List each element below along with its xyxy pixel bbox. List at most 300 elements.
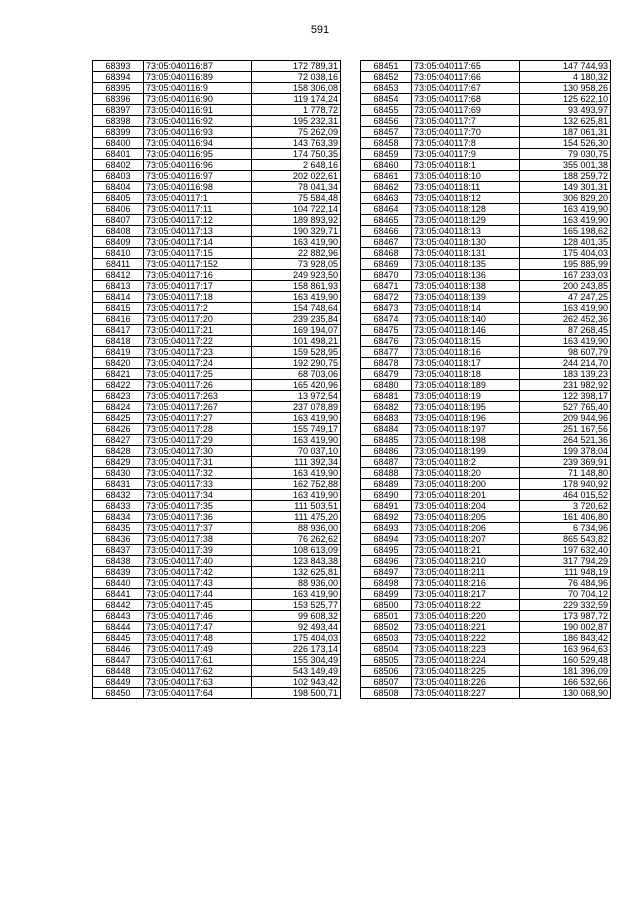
cadastral-value: 355 001,38: [520, 160, 611, 171]
row-number: 68397: [93, 105, 144, 116]
table-row: [361, 622, 611, 633]
cadastral-number: 73:05:040118:223: [412, 644, 520, 655]
row-number: 68479: [361, 369, 412, 380]
table-row: [361, 127, 611, 138]
row-number: 68456: [361, 116, 412, 127]
row-number: 68482: [361, 402, 412, 413]
cadastral-number: 73:05:040118:217: [412, 589, 520, 600]
cadastral-number: 73:05:040117:33: [144, 479, 252, 490]
table-row: [361, 270, 611, 281]
cadastral-number: 73:05:040118:200: [412, 479, 520, 490]
table-row: [93, 600, 341, 611]
cadastral-value: 163 419,90: [252, 237, 341, 248]
row-number: 68473: [361, 303, 412, 314]
row-number: 68474: [361, 314, 412, 325]
row-number: 68483: [361, 413, 412, 424]
row-number: 68476: [361, 336, 412, 347]
row-number: 68429: [93, 457, 144, 468]
cadastral-value: 108 613,09: [252, 545, 341, 556]
cadastral-number: 73:05:040117:66: [412, 72, 520, 83]
table-row: [93, 468, 341, 479]
table-row: [93, 523, 341, 534]
table-row: [93, 567, 341, 578]
cadastral-value: 239 369,91: [520, 457, 611, 468]
cadastral-number: 73:05:040117:27: [144, 413, 252, 424]
row-number: 68422: [93, 380, 144, 391]
table-row: [361, 193, 611, 204]
cadastral-number: 73:05:040117:38: [144, 534, 252, 545]
table-row: [93, 369, 341, 380]
cadastral-value: 93 493,97: [520, 105, 611, 116]
row-number: 68433: [93, 501, 144, 512]
cadastral-number: 73:05:040117:26: [144, 380, 252, 391]
cadastral-value: 101 498,21: [252, 336, 341, 347]
cadastral-value: 149 301,31: [520, 182, 611, 193]
row-number: 68451: [361, 61, 412, 72]
cadastral-number: 73:05:040118:199: [412, 446, 520, 457]
cadastral-value: 13 972,54: [252, 391, 341, 402]
row-number: 68487: [361, 457, 412, 468]
row-number: 68414: [93, 292, 144, 303]
table-row: [93, 424, 341, 435]
cadastral-value: 153 525,77: [252, 600, 341, 611]
row-number: 68495: [361, 545, 412, 556]
cadastral-value: 104 722,14: [252, 204, 341, 215]
cadastral-number: 73:05:040116:9: [144, 83, 252, 94]
row-number: 68452: [361, 72, 412, 83]
cadastral-value: 123 843,38: [252, 556, 341, 567]
cadastral-value: 92 493,44: [252, 622, 341, 633]
cadastral-number: 73:05:040118:17: [412, 358, 520, 369]
cadastral-number: 73:05:040118:146: [412, 325, 520, 336]
cadastral-number: 73:05:040117:31: [144, 457, 252, 468]
table-row: [361, 204, 611, 215]
cadastral-number: 73:05:040118:15: [412, 336, 520, 347]
cadastral-value: 132 625,81: [520, 116, 611, 127]
cadastral-value: 143 763,39: [252, 138, 341, 149]
row-number: 68454: [361, 94, 412, 105]
cadastral-number: 73:05:040118:131: [412, 248, 520, 259]
table-row: [361, 512, 611, 523]
cadastral-value: 22 882,96: [252, 248, 341, 259]
row-number: 68447: [93, 655, 144, 666]
row-number: 68468: [361, 248, 412, 259]
cadastral-number: 73:05:040118:20: [412, 468, 520, 479]
cadastral-value: 188 259,72: [520, 171, 611, 182]
cadastral-number: 73:05:040117:16: [144, 270, 252, 281]
cadastral-number: 73:05:040118:222: [412, 633, 520, 644]
cadastral-value: 75 584,48: [252, 193, 341, 204]
cadastral-number: 73:05:040117:40: [144, 556, 252, 567]
table-row: [361, 248, 611, 259]
cadastral-number: 73:05:040118:19: [412, 391, 520, 402]
row-number: 68438: [93, 556, 144, 567]
table-row: [361, 259, 611, 270]
row-number: 68444: [93, 622, 144, 633]
cadastral-number: 73:05:040117:32: [144, 468, 252, 479]
row-number: 68484: [361, 424, 412, 435]
row-number: 68404: [93, 182, 144, 193]
cadastral-value: 163 964,63: [520, 644, 611, 655]
cadastral-value: 181 396,09: [520, 666, 611, 677]
cadastral-value: 163 419,90: [520, 336, 611, 347]
table-row: [93, 149, 341, 160]
cadastral-value: 72 038,16: [252, 72, 341, 83]
table-row: [361, 644, 611, 655]
table-row: [361, 292, 611, 303]
row-number: 68478: [361, 358, 412, 369]
cadastral-value: 163 419,90: [252, 413, 341, 424]
cadastral-value: 76 262,62: [252, 534, 341, 545]
cadastral-number: 73:05:040117:14: [144, 237, 252, 248]
row-number: 68469: [361, 259, 412, 270]
row-number: 68442: [93, 600, 144, 611]
cadastral-value: 158 861,93: [252, 281, 341, 292]
table-row: [93, 72, 341, 83]
cadastral-value: 251 167,56: [520, 424, 611, 435]
row-number: 68455: [361, 105, 412, 116]
row-number: 68491: [361, 501, 412, 512]
table-row: [93, 127, 341, 138]
cadastral-value: 125 622,10: [520, 94, 611, 105]
table-row: [93, 413, 341, 424]
cadastral-value: 198 500,71: [252, 688, 341, 699]
row-number: 68409: [93, 237, 144, 248]
table-row: [93, 292, 341, 303]
row-number: 68446: [93, 644, 144, 655]
cadastral-number: 73:05:040118:196: [412, 413, 520, 424]
cadastral-number: 73:05:040118:14: [412, 303, 520, 314]
cadastral-number: 73:05:040117:2: [144, 303, 252, 314]
cadastral-value: 47 247,25: [520, 292, 611, 303]
cadastral-number: 73:05:040117:9: [412, 149, 520, 160]
cadastral-number: 73:05:040117:15: [144, 248, 252, 259]
row-number: 68472: [361, 292, 412, 303]
table-row: [361, 61, 611, 72]
table-row: [361, 600, 611, 611]
cadastral-number: 73:05:040117:29: [144, 435, 252, 446]
row-number: 68425: [93, 413, 144, 424]
cadastral-value: 231 982,92: [520, 380, 611, 391]
table-row: [361, 325, 611, 336]
table-row: [361, 545, 611, 556]
row-number: 68439: [93, 567, 144, 578]
table-row: [361, 116, 611, 127]
page-number: 591: [310, 24, 330, 36]
row-number: 68407: [93, 215, 144, 226]
cadastral-number: 73:05:040118:13: [412, 226, 520, 237]
row-number: 68499: [361, 589, 412, 600]
cadastral-value: 6 734,96: [520, 523, 611, 534]
cadastral-value: 111 392,34: [252, 457, 341, 468]
row-number: 68430: [93, 468, 144, 479]
table-row: [93, 556, 341, 567]
cadastral-value: 99 608,32: [252, 611, 341, 622]
cadastral-number: 73:05:040117:61: [144, 655, 252, 666]
row-number: 68471: [361, 281, 412, 292]
table-row: [361, 523, 611, 534]
table-row: [361, 435, 611, 446]
row-number: 68463: [361, 193, 412, 204]
table-row: [93, 677, 341, 688]
row-number: 68501: [361, 611, 412, 622]
cadastral-value: 163 419,90: [252, 292, 341, 303]
table-row: [361, 655, 611, 666]
row-number: 68507: [361, 677, 412, 688]
table-row: [361, 226, 611, 237]
table-row: [361, 479, 611, 490]
row-number: 68486: [361, 446, 412, 457]
row-number: 68396: [93, 94, 144, 105]
cadastral-value: 154 526,30: [520, 138, 611, 149]
cadastral-value: 159 528,95: [252, 347, 341, 358]
cadastral-value: 202 022,61: [252, 171, 341, 182]
cadastral-number: 73:05:040118:189: [412, 380, 520, 391]
cadastral-value: 130 958,26: [520, 83, 611, 94]
cadastral-value: 178 940,92: [520, 479, 611, 490]
cadastral-value: 88 936,00: [252, 523, 341, 534]
cadastral-number: 73:05:040117:63: [144, 677, 252, 688]
table-row: [361, 105, 611, 116]
cadastral-number: 73:05:040117:25: [144, 369, 252, 380]
table-row: [361, 160, 611, 171]
row-number: 68441: [93, 589, 144, 600]
table-row: [361, 567, 611, 578]
table-row: [361, 281, 611, 292]
cadastral-value: 162 752,88: [252, 479, 341, 490]
table-row: [93, 380, 341, 391]
table-row: [93, 303, 341, 314]
cadastral-value: 68 703,06: [252, 369, 341, 380]
cadastral-number: 73:05:040118:12: [412, 193, 520, 204]
cadastral-number: 73:05:040117:1: [144, 193, 252, 204]
row-number: 68398: [93, 116, 144, 127]
cadastral-number: 73:05:040117:20: [144, 314, 252, 325]
row-number: 68440: [93, 578, 144, 589]
row-number: 68399: [93, 127, 144, 138]
table-row: [93, 237, 341, 248]
table-row: [361, 182, 611, 193]
row-number: 68475: [361, 325, 412, 336]
table-row: [93, 457, 341, 468]
cadastral-number: 73:05:040117:39: [144, 545, 252, 556]
cadastral-value: 190 002,87: [520, 622, 611, 633]
cadastral-number: 73:05:040118:22: [412, 600, 520, 611]
cadastral-value: 163 419,90: [520, 215, 611, 226]
table-row: [93, 193, 341, 204]
cadastral-number: 73:05:040117:67: [412, 83, 520, 94]
cadastral-number: 73:05:040117:68: [412, 94, 520, 105]
row-number: 68462: [361, 182, 412, 193]
cadastral-value: 158 306,08: [252, 83, 341, 94]
table-row: [93, 545, 341, 556]
cadastral-number: 73:05:040116:92: [144, 116, 252, 127]
table-row: [93, 171, 341, 182]
cadastral-number: 73:05:040118:140: [412, 314, 520, 325]
cadastral-value: 165 198,62: [520, 226, 611, 237]
cadastral-number: 73:05:040117:47: [144, 622, 252, 633]
cadastral-number: 73:05:040117:7: [412, 116, 520, 127]
cadastral-number: 73:05:040117:62: [144, 666, 252, 677]
table-row: [93, 116, 341, 127]
cadastral-number: 73:05:040117:21: [144, 325, 252, 336]
cadastral-number: 73:05:040118:195: [412, 402, 520, 413]
cadastral-value: 79 030,75: [520, 149, 611, 160]
table-row: [361, 358, 611, 369]
table-row: [93, 490, 341, 501]
row-number: 68426: [93, 424, 144, 435]
cadastral-value: 165 420,96: [252, 380, 341, 391]
row-number: 68497: [361, 567, 412, 578]
row-number: 68459: [361, 149, 412, 160]
row-number: 68489: [361, 479, 412, 490]
cadastral-value: 4 180,32: [520, 72, 611, 83]
cadastral-value: 130 068,90: [520, 688, 611, 699]
cadastral-value: 3 720,62: [520, 501, 611, 512]
row-number: 68457: [361, 127, 412, 138]
cadastral-value: 187 061,31: [520, 127, 611, 138]
row-number: 68400: [93, 138, 144, 149]
table-row: [361, 94, 611, 105]
cadastral-number: 73:05:040117:48: [144, 633, 252, 644]
cadastral-value: 119 174,24: [252, 94, 341, 105]
table-row: [93, 358, 341, 369]
register-table-right: [360, 60, 611, 699]
table-row: [361, 688, 611, 699]
cadastral-number: 73:05:040117:263: [144, 391, 252, 402]
table-row: [361, 380, 611, 391]
row-number: 68470: [361, 270, 412, 281]
cadastral-value: 154 748,64: [252, 303, 341, 314]
table-row: [93, 435, 341, 446]
table-row: [93, 391, 341, 402]
table-row: [361, 556, 611, 567]
cadastral-value: 160 529,48: [520, 655, 611, 666]
cadastral-value: 147 744,93: [520, 61, 611, 72]
row-number: 68412: [93, 270, 144, 281]
table-row: [93, 347, 341, 358]
cadastral-number: 73:05:040116:94: [144, 138, 252, 149]
cadastral-number: 73:05:040116:97: [144, 171, 252, 182]
table-row: [93, 479, 341, 490]
cadastral-value: 70 037,10: [252, 446, 341, 457]
cadastral-number: 73:05:040118:10: [412, 171, 520, 182]
cadastral-value: 73 928,05: [252, 259, 341, 270]
row-number: 68448: [93, 666, 144, 677]
cadastral-number: 73:05:040117:64: [144, 688, 252, 699]
row-number: 68508: [361, 688, 412, 699]
cadastral-value: 190 329,71: [252, 226, 341, 237]
row-number: 68413: [93, 281, 144, 292]
cadastral-value: 195 885,99: [520, 259, 611, 270]
table-row: [361, 303, 611, 314]
cadastral-value: 111 948,19: [520, 567, 611, 578]
cadastral-value: 1 778,72: [252, 105, 341, 116]
table-row: [93, 611, 341, 622]
row-number: 68432: [93, 490, 144, 501]
row-number: 68450: [93, 688, 144, 699]
cadastral-value: 174 750,35: [252, 149, 341, 160]
table-row: [361, 633, 611, 644]
cadastral-number: 73:05:040117:65: [412, 61, 520, 72]
cadastral-value: 197 632,40: [520, 545, 611, 556]
cadastral-value: 200 243,85: [520, 281, 611, 292]
cadastral-number: 73:05:040118:16: [412, 347, 520, 358]
row-number: 68481: [361, 391, 412, 402]
cadastral-value: 183 139,23: [520, 369, 611, 380]
row-number: 68415: [93, 303, 144, 314]
table-row: [361, 589, 611, 600]
cadastral-number: 73:05:040118:197: [412, 424, 520, 435]
cadastral-value: 199 378,04: [520, 446, 611, 457]
table-row: [93, 336, 341, 347]
cadastral-number: 73:05:040117:43: [144, 578, 252, 589]
cadastral-value: 163 419,90: [252, 490, 341, 501]
table-row: [361, 424, 611, 435]
cadastral-number: 73:05:040118:21: [412, 545, 520, 556]
cadastral-value: 239 235,84: [252, 314, 341, 325]
table-row: [361, 611, 611, 622]
cadastral-number: 73:05:040117:44: [144, 589, 252, 600]
row-number: 68460: [361, 160, 412, 171]
cadastral-number: 73:05:040117:24: [144, 358, 252, 369]
cadastral-value: 111 503,51: [252, 501, 341, 512]
cadastral-number: 73:05:040118:207: [412, 534, 520, 545]
cadastral-number: 73:05:040117:12: [144, 215, 252, 226]
cadastral-number: 73:05:040118:226: [412, 677, 520, 688]
cadastral-number: 73:05:040117:30: [144, 446, 252, 457]
row-number: 68498: [361, 578, 412, 589]
row-number: 68466: [361, 226, 412, 237]
cadastral-number: 73:05:040116:89: [144, 72, 252, 83]
cadastral-value: 163 419,90: [252, 589, 341, 600]
cadastral-number: 73:05:040117:23: [144, 347, 252, 358]
table-row: [361, 468, 611, 479]
table-row: [93, 160, 341, 171]
cadastral-number: 73:05:040118:139: [412, 292, 520, 303]
table-row: [361, 314, 611, 325]
cadastral-value: 128 401,35: [520, 237, 611, 248]
cadastral-number: 73:05:040118:210: [412, 556, 520, 567]
cadastral-value: 543 149,49: [252, 666, 341, 677]
row-number: 68496: [361, 556, 412, 567]
cadastral-value: 527 765,40: [520, 402, 611, 413]
table-row: [93, 138, 341, 149]
cadastral-number: 73:05:040117:34: [144, 490, 252, 501]
row-number: 68492: [361, 512, 412, 523]
cadastral-number: 73:05:040116:95: [144, 149, 252, 160]
row-number: 68506: [361, 666, 412, 677]
row-number: 68485: [361, 435, 412, 446]
cadastral-number: 73:05:040118:135: [412, 259, 520, 270]
cadastral-value: 166 532,66: [520, 677, 611, 688]
cadastral-number: 73:05:040118:2: [412, 457, 520, 468]
table-row: [93, 94, 341, 105]
cadastral-value: 87 268,45: [520, 325, 611, 336]
cadastral-value: 244 214,70: [520, 358, 611, 369]
cadastral-number: 73:05:040116:91: [144, 105, 252, 116]
cadastral-value: 229 332,59: [520, 600, 611, 611]
table-row: [93, 578, 341, 589]
table-row: [361, 72, 611, 83]
cadastral-value: 98 607,79: [520, 347, 611, 358]
table-row: [93, 501, 341, 512]
cadastral-number: 73:05:040117:70: [412, 127, 520, 138]
cadastral-value: 122 398,17: [520, 391, 611, 402]
cadastral-number: 73:05:040118:18: [412, 369, 520, 380]
table-row: [93, 83, 341, 94]
cadastral-value: 70 704,12: [520, 589, 611, 600]
